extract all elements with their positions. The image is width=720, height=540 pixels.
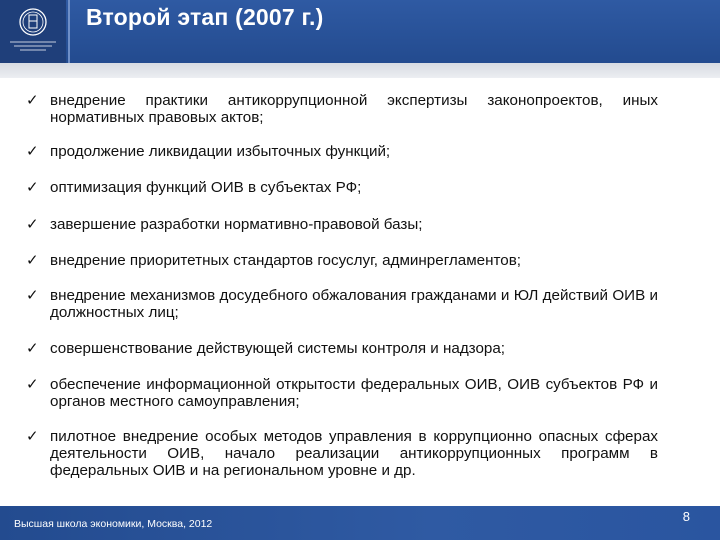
bullet-list [26, 92, 658, 479]
footer-caption: Высшая школа экономики, Москва, 2012 [14, 518, 213, 530]
header-divider [68, 0, 70, 63]
hse-university-logo-icon [0, 0, 66, 63]
list-item-text: обеспечение информационной открытости федеральных ОИВ, ОИВ субъектов РФ и органов местного самоуправления; [50, 376, 658, 410]
list-item [26, 216, 658, 233]
checkmark-icon: ✓ [26, 287, 39, 304]
logo-panel [0, 0, 66, 63]
list-item [26, 376, 658, 410]
checkmark-icon: ✓ [26, 340, 39, 357]
list-item-text: совершенствование действующей системы контроля и надзора; [50, 340, 506, 357]
page-title: Второй этап (2007 г.) [86, 4, 324, 30]
page-number: 8 [682, 509, 690, 524]
list-item-text: оптимизация функций ОИВ в субъектах РФ; [50, 179, 362, 196]
slide-header [0, 0, 720, 63]
list-item [26, 252, 658, 269]
checkmark-icon: ✓ [26, 143, 39, 160]
list-item-text: внедрение механизмов досудебного обжалования гражданами и ЮЛ действий ОИВ и должностных лиц; [50, 287, 658, 321]
checkmark-icon: ✓ [26, 216, 39, 233]
slide-footer [0, 506, 720, 540]
list-item [26, 179, 658, 196]
list-item-text: продолжение ликвидации избыточных функций; [50, 143, 391, 160]
list-item-text: завершение разработки нормативно-правовой базы; [50, 216, 423, 233]
checkmark-icon: ✓ [26, 92, 39, 109]
list-item-text: пилотное внедрение особых методов управления в коррупционно опасных сферах деятельности ОИВ, начало реализации антикоррупционных программ в федеральных ОИВ и на региональном уровне и др. [50, 428, 658, 479]
list-item-text: внедрение приоритетных стандартов госуслуг, админрегламентов; [50, 252, 522, 269]
header-shadow-bar [0, 63, 720, 78]
checkmark-icon: ✓ [26, 179, 39, 196]
list-item [26, 92, 658, 126]
list-item-text: внедрение практики антикоррупционной экспертизы законопроектов, иных нормативных правовых актов; [50, 92, 658, 126]
list-item [26, 428, 658, 479]
checkmark-icon: ✓ [26, 252, 39, 269]
checkmark-icon: ✓ [26, 376, 39, 393]
list-item [26, 287, 658, 321]
list-item [26, 340, 658, 357]
list-item [26, 143, 658, 160]
checkmark-icon: ✓ [26, 428, 39, 445]
